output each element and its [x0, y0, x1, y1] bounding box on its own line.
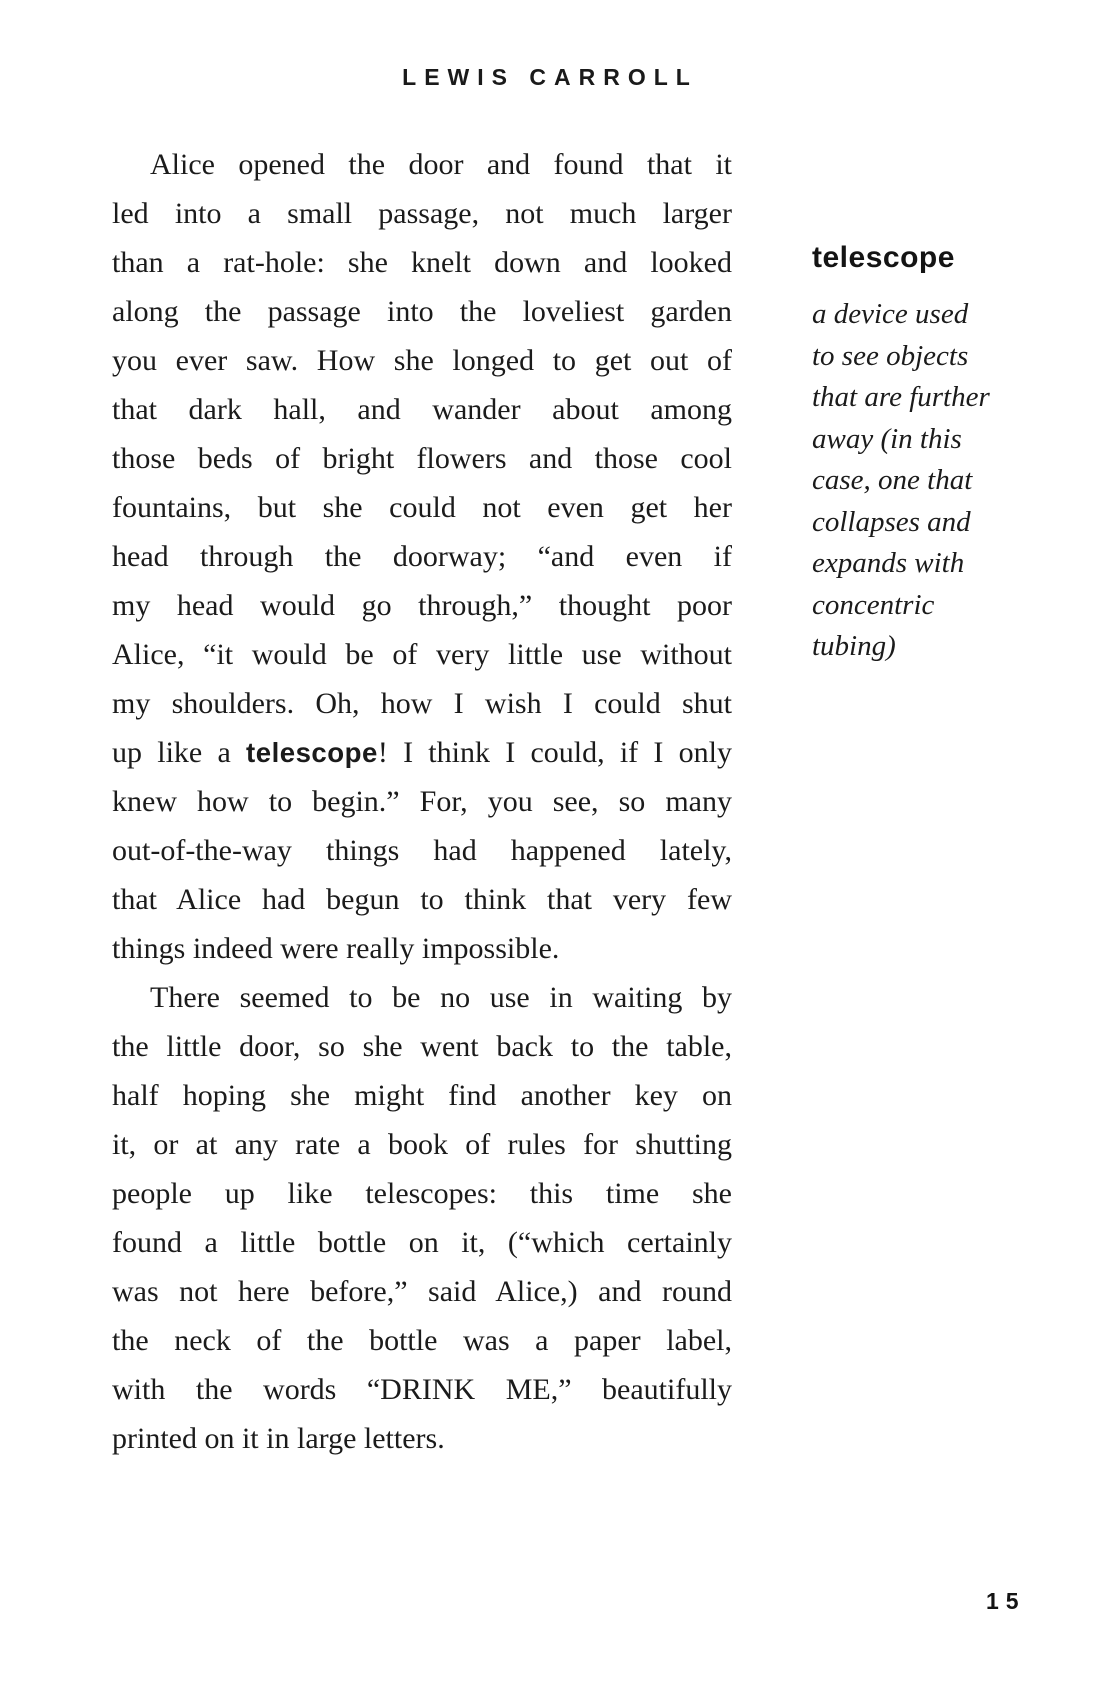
- text-segment: it, or at any rate a book of rules for shutting: [112, 1128, 732, 1161]
- text-segment: led into a small passage, not much larger: [112, 197, 732, 230]
- text-line: [112, 973, 732, 1022]
- text-line: [112, 630, 732, 679]
- definition-line: collapses and: [812, 505, 971, 538]
- text-line: [112, 1365, 732, 1414]
- text-segment: found a little bottle on it, (“which certainly: [112, 1226, 732, 1259]
- text-segment: my head would go through,” thought poor: [112, 589, 732, 622]
- text-line: [112, 581, 732, 630]
- text-segment: Alice, “it would be of very little use without: [112, 638, 732, 671]
- text-line: [112, 924, 732, 973]
- text-line: [112, 1120, 732, 1169]
- text-line: [112, 483, 732, 532]
- sidebar-definition: [812, 294, 1062, 668]
- text-line: [112, 777, 732, 826]
- definition-line: tubing): [812, 630, 896, 662]
- text-segment: Alice opened the door and found that it: [150, 148, 732, 181]
- text-line: [112, 1022, 732, 1071]
- text-line: [112, 238, 732, 287]
- text-segment: people up like telescopes: this time she: [112, 1177, 732, 1210]
- text-segment: along the passage into the loveliest garden: [112, 295, 732, 328]
- text-line: [112, 1267, 732, 1316]
- text-segment: the little door, so she went back to the table,: [112, 1030, 732, 1063]
- definition-line: a device used: [812, 298, 969, 330]
- text-line: [112, 1316, 732, 1365]
- text-segment: the neck of the bottle was a paper label,: [112, 1324, 732, 1357]
- text-line: [112, 679, 732, 728]
- text-segment: that Alice had begun to think that very few: [112, 883, 732, 916]
- definition-line: away (in this: [812, 422, 962, 455]
- text-segment: knew how to begin.” For, you see, so many: [112, 785, 732, 818]
- text-line: [112, 1218, 732, 1267]
- text-segment: out-of-the-way things had happened lately,: [112, 834, 732, 867]
- sidebar-note: [812, 237, 1062, 668]
- running-header: LEWIS CARROLL: [402, 64, 698, 90]
- text-line: [112, 1414, 732, 1463]
- text-line: [112, 728, 732, 777]
- text-segment: There seemed to be no use in waiting by: [150, 981, 732, 1014]
- text-segment: with the words “DRINK ME,” beautifully: [112, 1373, 732, 1406]
- text-line: [112, 826, 732, 875]
- page-number: 15: [986, 1588, 1026, 1614]
- text-segment: half hoping she might find another key on: [112, 1079, 732, 1112]
- text-segment: up like a: [112, 736, 247, 769]
- text-segment: was not here before,” said Alice,) and round: [112, 1275, 732, 1308]
- text-line: [112, 434, 732, 483]
- text-line: [112, 189, 732, 238]
- text-segment: that dark hall, and wander about among: [112, 393, 732, 426]
- text-segment: those beds of bright flowers and those cool: [112, 442, 732, 475]
- text-line: [112, 1169, 732, 1218]
- text-segment: head through the doorway; “and even if: [112, 540, 732, 573]
- text-line: [112, 336, 732, 385]
- text-segment: you ever saw. How she longed to get out of: [112, 344, 732, 377]
- text-line: [112, 287, 732, 336]
- text-segment: things indeed were really impossible.: [112, 932, 560, 965]
- sidebar-term: telescope: [812, 241, 955, 274]
- text-line: [112, 532, 732, 581]
- definition-line: expands with: [812, 547, 965, 579]
- definition-line: case, one that: [812, 464, 973, 496]
- definition-line: concentric: [812, 588, 935, 621]
- text-segment: my shoulders. Oh, how I wish I could shut: [112, 687, 732, 720]
- text-line: [112, 1071, 732, 1120]
- text-segment: ! I think I could, if I only: [377, 736, 732, 769]
- text-line: [112, 875, 732, 924]
- text-segment: than a rat-hole: she knelt down and looked: [112, 246, 732, 279]
- text-line: [112, 385, 732, 434]
- definition-line: that are further: [812, 381, 990, 413]
- body-text: [112, 140, 732, 1463]
- keyword-telescope: telescope: [246, 737, 378, 768]
- text-line: [112, 140, 732, 189]
- text-segment: printed on it in large letters.: [112, 1422, 445, 1455]
- definition-line: to see objects: [812, 339, 969, 372]
- text-segment: fountains, but she could not even get her: [112, 491, 732, 524]
